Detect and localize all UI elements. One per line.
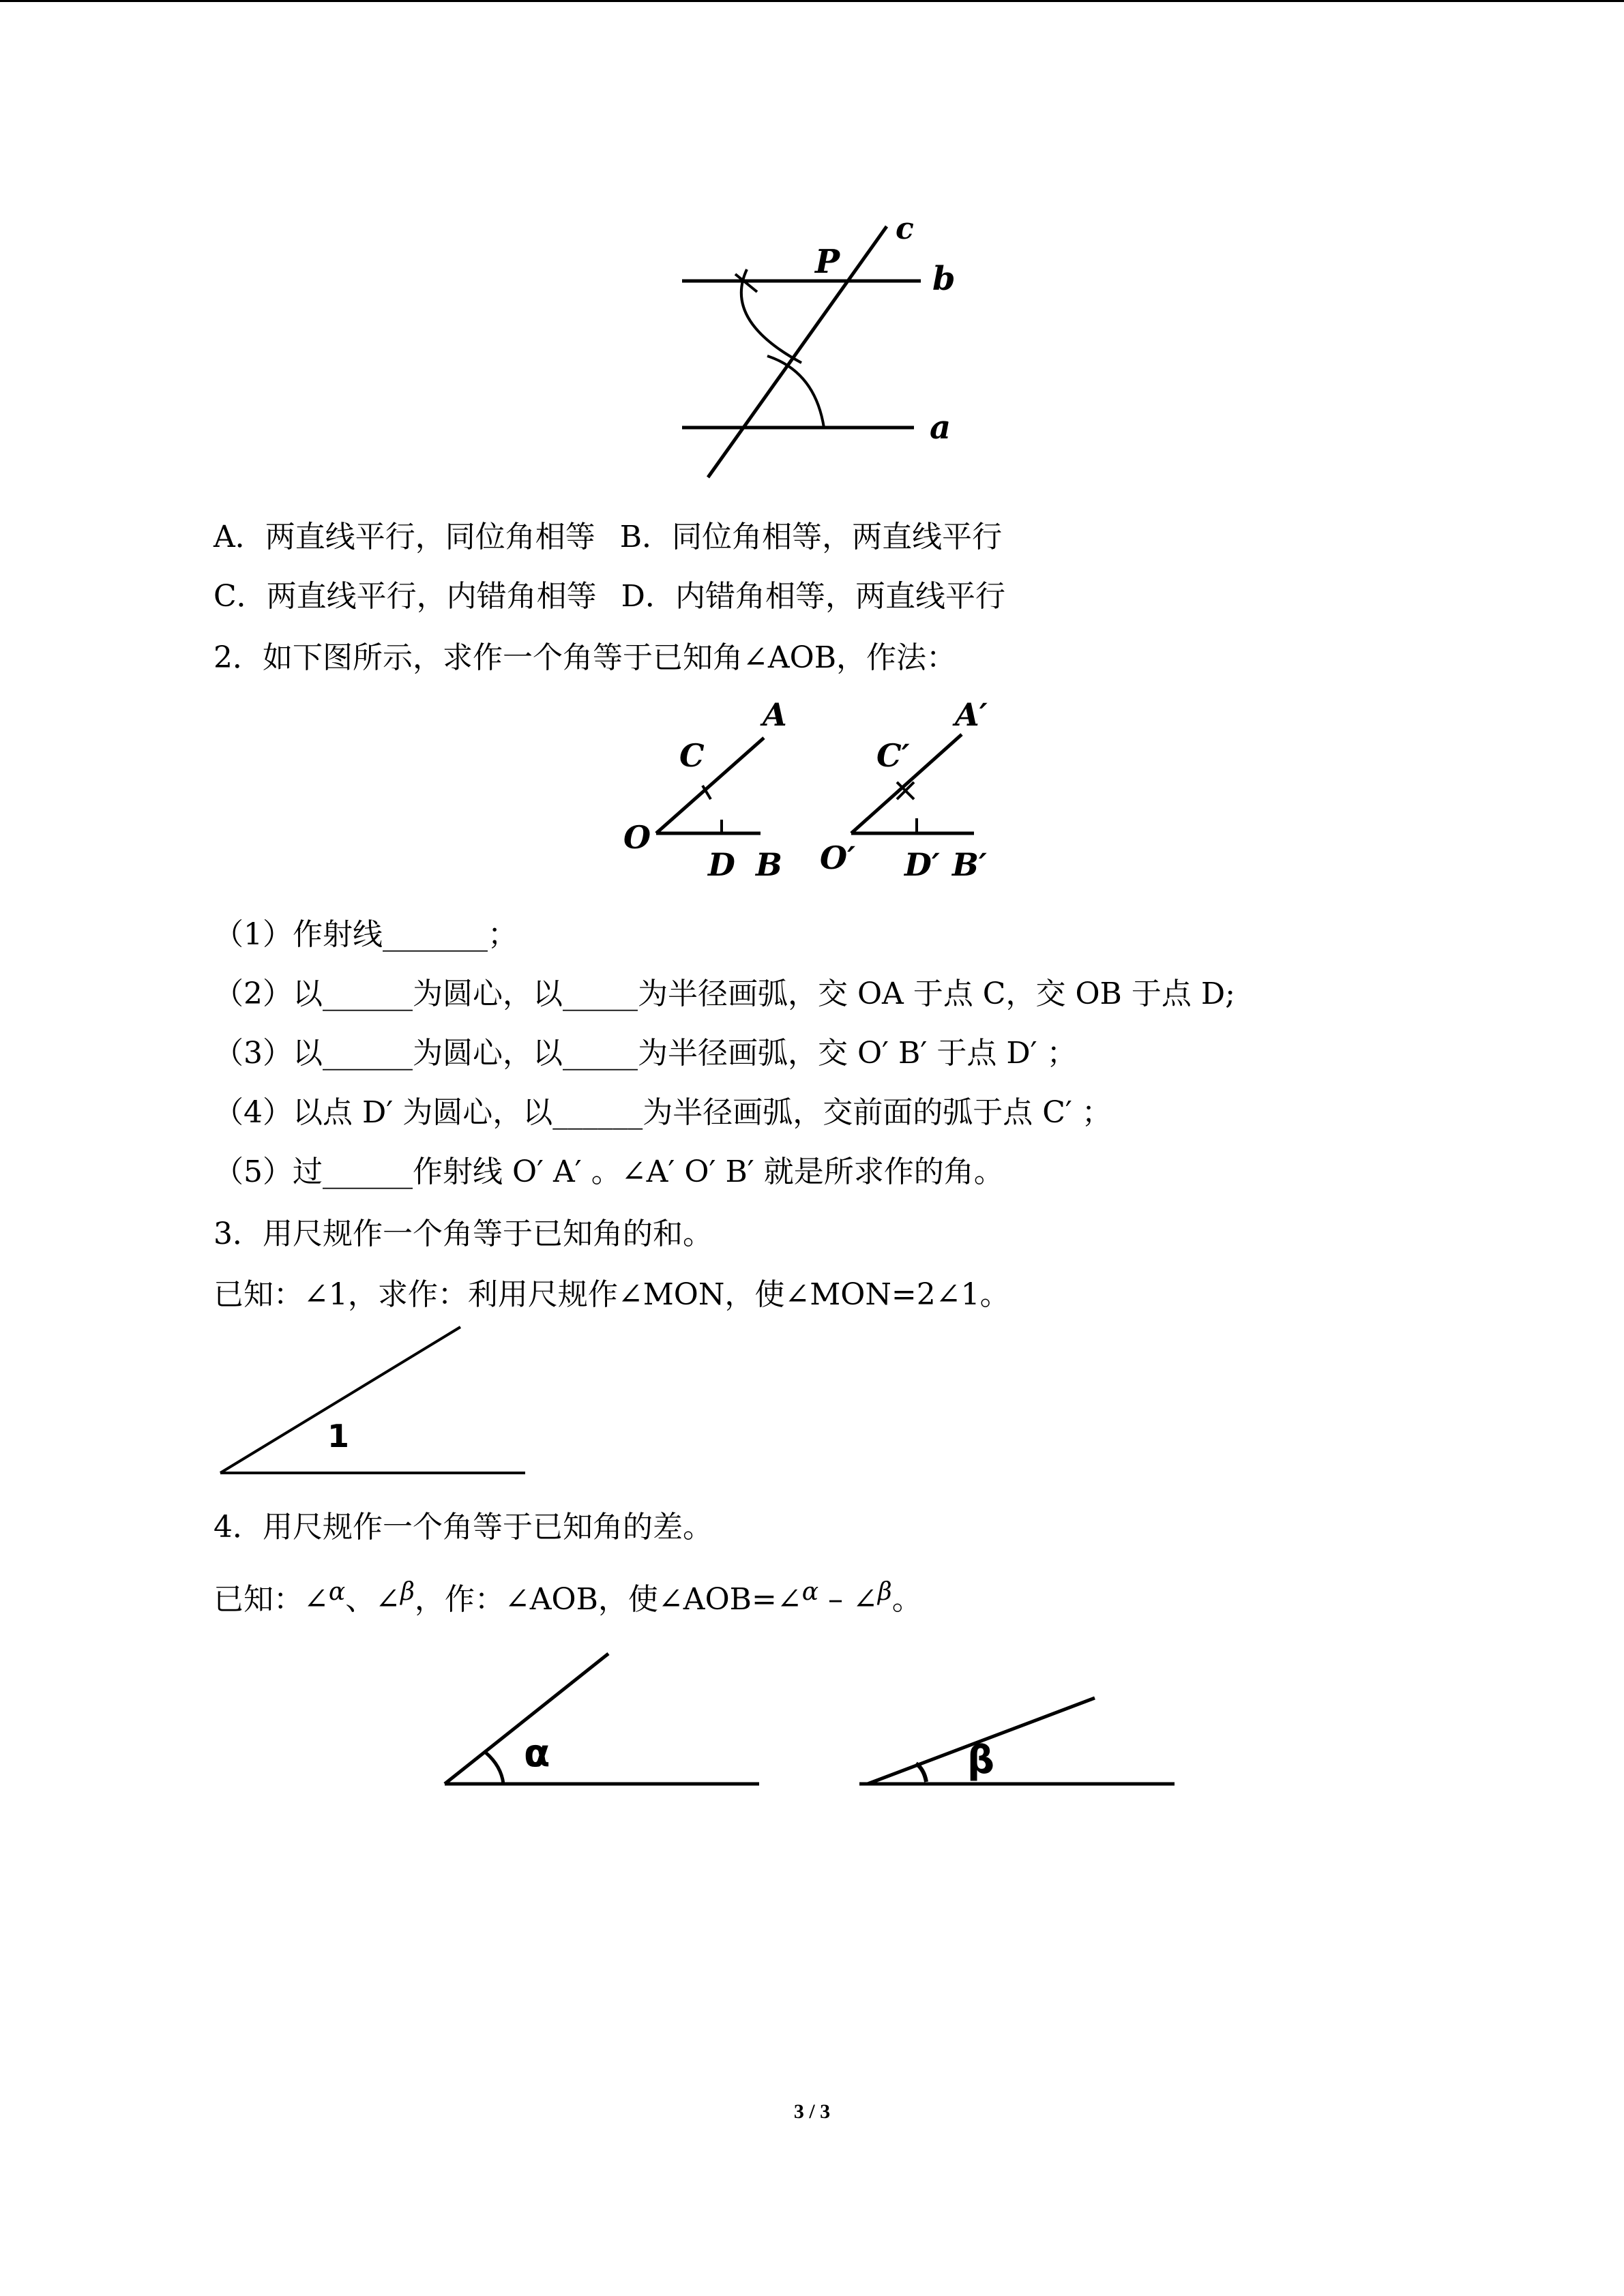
q2-step-3: （3）以______为圆心，以_____为半径画弧，交 O′ B′ 于点 D′ ； [213,1036,1077,1071]
q3-title: 3．用尺规作一个角等于已知角的和。 [213,1217,713,1251]
arc-upper [741,269,801,363]
label-p: P [815,243,840,281]
alpha-label: α [524,1731,550,1776]
label-b: b [932,260,956,298]
q4-given-p2: 、∠ [345,1582,401,1617]
q1-options-row2 [213,578,1005,616]
q4-given [213,1578,922,1621]
figure-alpha-beta-svg [437,1643,1187,1800]
top-border [0,0,1624,2]
figure-copy-angle [614,690,996,895]
label-c: c [896,211,914,246]
label-O: O [623,819,651,856]
figure-copy-angle-svg [614,690,996,895]
q4-given-alpha2: α [801,1578,819,1606]
figure-angle-1-svg [211,1323,532,1487]
q4-given-p1: 已知：∠ [213,1582,329,1617]
q4-given-alpha: α [328,1578,346,1606]
beta-label: β [967,1738,995,1783]
figure-alpha-beta [437,1643,1187,1800]
label-A2: A′ [955,696,988,733]
label-O2: O′ [820,839,856,876]
option-d: D．内错角相等，两直线平行 [621,579,1005,614]
q4-given-p4: – ∠ [818,1582,878,1617]
q4-given-beta: β [400,1578,415,1606]
figure-parallel-svg [668,205,969,491]
label-B: B [756,846,782,883]
q2-step-5: （5）过______作射线 O′ A′ 。∠A′ O′ B′ 就是所求作的角。 [213,1154,1004,1189]
q2-step-1: （1）作射线_______； [213,917,518,952]
angle1-label: 1 [327,1418,350,1455]
q4-title: 4．用尺规作一个角等于已知角的差。 [213,1510,713,1545]
q2-step-2: （2）以______为圆心，以_____为半径画弧，交 OA 于点 C，交 OB 于点 D; [213,976,1235,1011]
label-C: C [679,737,705,774]
q4-given-beta2: β [877,1578,892,1606]
q2-title: 2．如下图所示，求作一个角等于已知角∠AOB，作法： [213,640,957,675]
label-a: a [930,408,951,447]
page-number: 3 / 3 [793,2100,831,2123]
q4-given-p3: ，作：∠AOB，使∠AOB=∠ [414,1582,802,1617]
alpha-arc [486,1753,503,1784]
option-a: A．两直线平行，同位角相等 [213,520,595,554]
q3-given: 已知：∠1，求作：利用尺规作∠MON，使∠MON=2∠1。 [213,1277,1010,1312]
ray-oa [656,738,764,833]
label-C2: C′ [876,737,910,774]
option-c: C．两直线平行，内错角相等 [213,579,597,614]
tick-mark [735,274,757,292]
figure-angle-1 [211,1323,532,1487]
option-b: B．同位角相等，两直线平行 [619,520,1003,554]
arc-lower [767,356,824,428]
figure-parallel-construction [668,205,969,491]
q1-options-row1 [213,518,1002,556]
label-D: D [708,846,735,883]
label-D2: D′ [904,846,941,883]
q2-step-4: （4）以点 D′ 为圆心，以______为半径画弧，交前面的弧于点 C′ ； [213,1095,1112,1130]
beta-arc [916,1763,926,1782]
line-c [708,226,887,477]
q4-given-p5: 。 [891,1582,922,1617]
label-B2: B′ [952,846,988,883]
label-A: A [763,696,787,733]
